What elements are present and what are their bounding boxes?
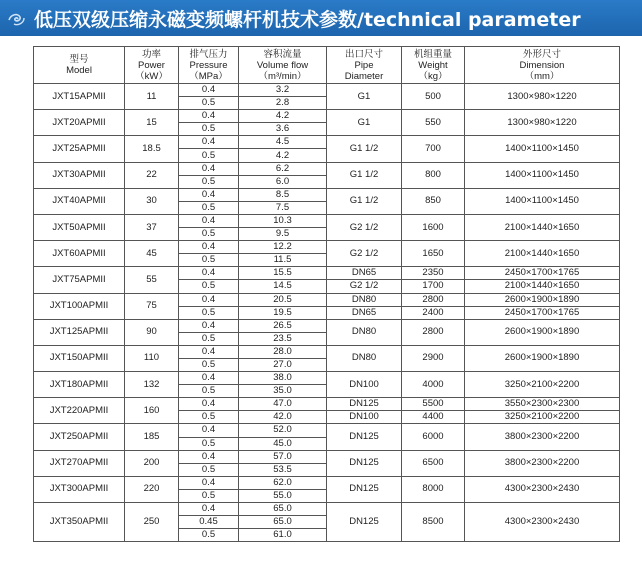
flow-cell: 3.6 [239,123,327,136]
power-cell: 185 [125,424,179,450]
column-header-cn: 出口尺寸 [344,48,383,60]
weight-cell: 5500 [402,398,465,411]
pressure-cell: 0.5 [179,149,239,162]
column-header [239,47,327,84]
pipe-cell: DN80 [327,345,402,371]
flow-cell: 12.2 [239,241,327,254]
dimension-cell: 2450×1700×1765 [465,306,620,319]
pressure-cell: 0.4 [179,162,239,175]
column-header-en: Volume flow [256,59,309,71]
swirl-logo-icon [6,7,28,29]
pressure-cell: 0.5 [179,97,239,110]
model-cell: JXT250APMII [34,424,125,450]
weight-cell: 1650 [402,241,465,267]
pipe-cell: DN65 [327,306,402,319]
weight-cell: 2800 [402,319,465,345]
model-cell: JXT350APMII [34,503,125,542]
flow-cell: 19.5 [239,306,327,319]
pipe-cell: G1 [327,110,402,136]
flow-cell: 35.0 [239,385,327,398]
pressure-cell: 0.5 [179,529,239,542]
power-cell: 15 [125,110,179,136]
model-cell: JXT150APMII [34,345,125,371]
dimension-cell: 1300×980×1220 [465,110,620,136]
power-cell: 55 [125,267,179,293]
flow-cell: 14.5 [239,280,327,293]
power-cell: 11 [125,84,179,110]
flow-cell: 27.0 [239,358,327,371]
flow-cell: 45.0 [239,437,327,450]
table-row [34,398,620,411]
column-header-cn: 机组重量 [413,48,452,60]
dimension-cell: 1400×1100×1450 [465,188,620,214]
column-header [179,47,239,84]
model-cell: JXT75APMII [34,267,125,293]
pressure-cell: 0.5 [179,254,239,267]
flow-cell: 9.5 [239,228,327,241]
pipe-cell: G2 1/2 [327,214,402,240]
pressure-cell: 0.5 [179,332,239,345]
pipe-cell: DN125 [327,450,402,476]
table-row [34,372,620,385]
flow-cell: 6.0 [239,175,327,188]
pressure-cell: 0.5 [179,489,239,502]
model-cell: JXT270APMII [34,450,125,476]
pipe-cell: DN65 [327,267,402,280]
weight-cell: 850 [402,188,465,214]
flow-cell: 62.0 [239,476,327,489]
pressure-cell: 0.4 [179,319,239,332]
pressure-cell: 0.4 [179,345,239,358]
model-cell: JXT180APMII [34,372,125,398]
model-cell: JXT220APMII [34,398,125,424]
pipe-cell: G2 1/2 [327,280,402,293]
flow-cell: 8.5 [239,188,327,201]
dimension-cell: 2100×1440×1650 [465,280,620,293]
power-cell: 45 [125,241,179,267]
flow-cell: 15.5 [239,267,327,280]
pipe-cell: G1 1/2 [327,188,402,214]
model-cell: JXT15APMII [34,84,125,110]
column-header-unit: （m³/min） [258,70,307,82]
power-cell: 132 [125,372,179,398]
parameter-table [33,46,620,542]
column-header-unit: （MPa） [189,70,228,82]
column-header [327,47,402,84]
column-header-unit: （kW） [135,70,168,82]
weight-cell: 4400 [402,411,465,424]
weight-cell: 2800 [402,293,465,306]
weight-cell: 1700 [402,280,465,293]
table-row [34,162,620,175]
column-header [465,47,620,84]
weight-cell: 2350 [402,267,465,280]
flow-cell: 55.0 [239,489,327,502]
flow-cell: 26.5 [239,319,327,332]
pipe-cell: DN80 [327,319,402,345]
dimension-cell: 2600×1900×1890 [465,293,620,306]
pipe-cell: DN125 [327,476,402,502]
pressure-cell: 0.4 [179,424,239,437]
column-header-en: Pressure [189,59,228,71]
flow-cell: 42.0 [239,411,327,424]
flow-cell: 38.0 [239,372,327,385]
pressure-cell: 0.4 [179,293,239,306]
dimension-cell: 2450×1700×1765 [465,267,620,280]
dimension-cell: 1400×1100×1450 [465,162,620,188]
table-row [34,450,620,463]
pipe-cell: DN125 [327,398,402,411]
title-banner [0,0,642,36]
flow-cell: 4.5 [239,136,327,149]
pressure-cell: 0.5 [179,358,239,371]
table-row [34,267,620,280]
column-header-en: Model [66,65,92,76]
power-cell: 30 [125,188,179,214]
column-header-en: Dimension [519,59,565,71]
pipe-cell: G1 1/2 [327,162,402,188]
power-cell: 90 [125,319,179,345]
power-cell: 37 [125,214,179,240]
table-row [34,241,620,254]
dimension-cell: 3250×2100×2200 [465,411,620,424]
pipe-cell: DN125 [327,424,402,450]
table-row [34,319,620,332]
flow-cell: 65.0 [239,503,327,516]
power-cell: 160 [125,398,179,424]
pipe-cell: DN80 [327,293,402,306]
table-row [34,503,620,516]
column-header-en: Power [138,59,165,71]
power-cell: 22 [125,162,179,188]
table-row [34,424,620,437]
column-header-en: Weight [418,59,448,71]
power-cell: 75 [125,293,179,319]
pressure-cell: 0.4 [179,267,239,280]
pressure-cell: 0.5 [179,306,239,319]
dimension-cell: 1400×1100×1450 [465,136,620,162]
dimension-cell: 3550×2300×2300 [465,398,620,411]
flow-cell: 4.2 [239,149,327,162]
table-row [34,345,620,358]
pipe-cell: G1 1/2 [327,136,402,162]
weight-cell: 8500 [402,503,465,542]
flow-cell: 28.0 [239,345,327,358]
column-header-unit: （kg） [418,70,448,82]
flow-cell: 20.5 [239,293,327,306]
power-cell: 250 [125,503,179,542]
column-header [402,47,465,84]
table-header-row [34,47,620,84]
dimension-cell: 4300×2300×2430 [465,476,620,502]
weight-cell: 6500 [402,450,465,476]
power-cell: 18.5 [125,136,179,162]
dimension-cell: 2100×1440×1650 [465,241,620,267]
dimension-cell: 2600×1900×1890 [465,345,620,371]
pressure-cell: 0.45 [179,516,239,529]
column-header-cn: 外形尺寸 [522,48,561,60]
pressure-cell: 0.4 [179,136,239,149]
flow-cell: 23.5 [239,332,327,345]
page-title: 低压双级压缩永磁变频螺杆机技术参数/technical parameter [34,8,581,31]
table-row [34,136,620,149]
flow-cell: 52.0 [239,424,327,437]
flow-cell: 10.3 [239,214,327,227]
pressure-cell: 0.4 [179,476,239,489]
weight-cell: 550 [402,110,465,136]
flow-cell: 47.0 [239,398,327,411]
pressure-cell: 0.4 [179,214,239,227]
pressure-cell: 0.4 [179,450,239,463]
column-header-cn: 排气压力 [189,48,228,60]
column-header-cn: 功率 [141,48,161,60]
weight-cell: 500 [402,84,465,110]
table-row [34,293,620,306]
model-cell: JXT40APMII [34,188,125,214]
pressure-cell: 0.4 [179,241,239,254]
column-header [34,47,125,84]
flow-cell: 57.0 [239,450,327,463]
dimension-cell: 3800×2300×2200 [465,424,620,450]
weight-cell: 700 [402,136,465,162]
column-header-unit: Diameter [344,70,384,82]
flow-cell: 53.5 [239,463,327,476]
dimension-cell: 3800×2300×2200 [465,450,620,476]
weight-cell: 4000 [402,372,465,398]
model-cell: JXT100APMII [34,293,125,319]
model-cell: JXT20APMII [34,110,125,136]
flow-cell: 65.0 [239,516,327,529]
pressure-cell: 0.5 [179,201,239,214]
table-row [34,476,620,489]
pressure-cell: 0.5 [179,280,239,293]
dimension-cell: 2100×1440×1650 [465,214,620,240]
flow-cell: 6.2 [239,162,327,175]
table-row [34,188,620,201]
pressure-cell: 0.4 [179,398,239,411]
pipe-cell: DN100 [327,411,402,424]
pressure-cell: 0.4 [179,84,239,97]
power-cell: 110 [125,345,179,371]
pressure-cell: 0.5 [179,228,239,241]
model-cell: JXT125APMII [34,319,125,345]
flow-cell: 4.2 [239,110,327,123]
weight-cell: 2900 [402,345,465,371]
pipe-cell: DN100 [327,372,402,398]
pipe-cell: G2 1/2 [327,241,402,267]
pressure-cell: 0.5 [179,385,239,398]
flow-cell: 3.2 [239,84,327,97]
pressure-cell: 0.4 [179,503,239,516]
weight-cell: 8000 [402,476,465,502]
table-row [34,110,620,123]
power-cell: 200 [125,450,179,476]
model-cell: JXT60APMII [34,241,125,267]
model-cell: JXT30APMII [34,162,125,188]
model-cell: JXT50APMII [34,214,125,240]
dimension-cell: 3250×2100×2200 [465,372,620,398]
table-row [34,84,620,97]
model-cell: JXT300APMII [34,476,125,502]
pressure-cell: 0.5 [179,411,239,424]
pressure-cell: 0.5 [179,437,239,450]
pressure-cell: 0.4 [179,372,239,385]
weight-cell: 6000 [402,424,465,450]
pressure-cell: 0.5 [179,175,239,188]
column-header-en: Pipe [354,59,374,71]
weight-cell: 1600 [402,214,465,240]
weight-cell: 2400 [402,306,465,319]
dimension-cell: 2600×1900×1890 [465,319,620,345]
column-header-unit: （mm） [524,70,560,82]
dimension-cell: 1300×980×1220 [465,84,620,110]
dimension-cell: 4300×2300×2430 [465,503,620,542]
pipe-cell: G1 [327,84,402,110]
model-cell: JXT25APMII [34,136,125,162]
pressure-cell: 0.5 [179,123,239,136]
pipe-cell: DN125 [327,503,402,542]
flow-cell: 61.0 [239,529,327,542]
flow-cell: 7.5 [239,201,327,214]
flow-cell: 2.8 [239,97,327,110]
column-header-cn: 容积流量 [263,48,302,60]
pressure-cell: 0.5 [179,463,239,476]
column-header-cn: 型号 [69,54,89,65]
pressure-cell: 0.4 [179,188,239,201]
flow-cell: 11.5 [239,254,327,267]
pressure-cell: 0.4 [179,110,239,123]
column-header [125,47,179,84]
weight-cell: 800 [402,162,465,188]
table-row [34,214,620,227]
power-cell: 220 [125,476,179,502]
